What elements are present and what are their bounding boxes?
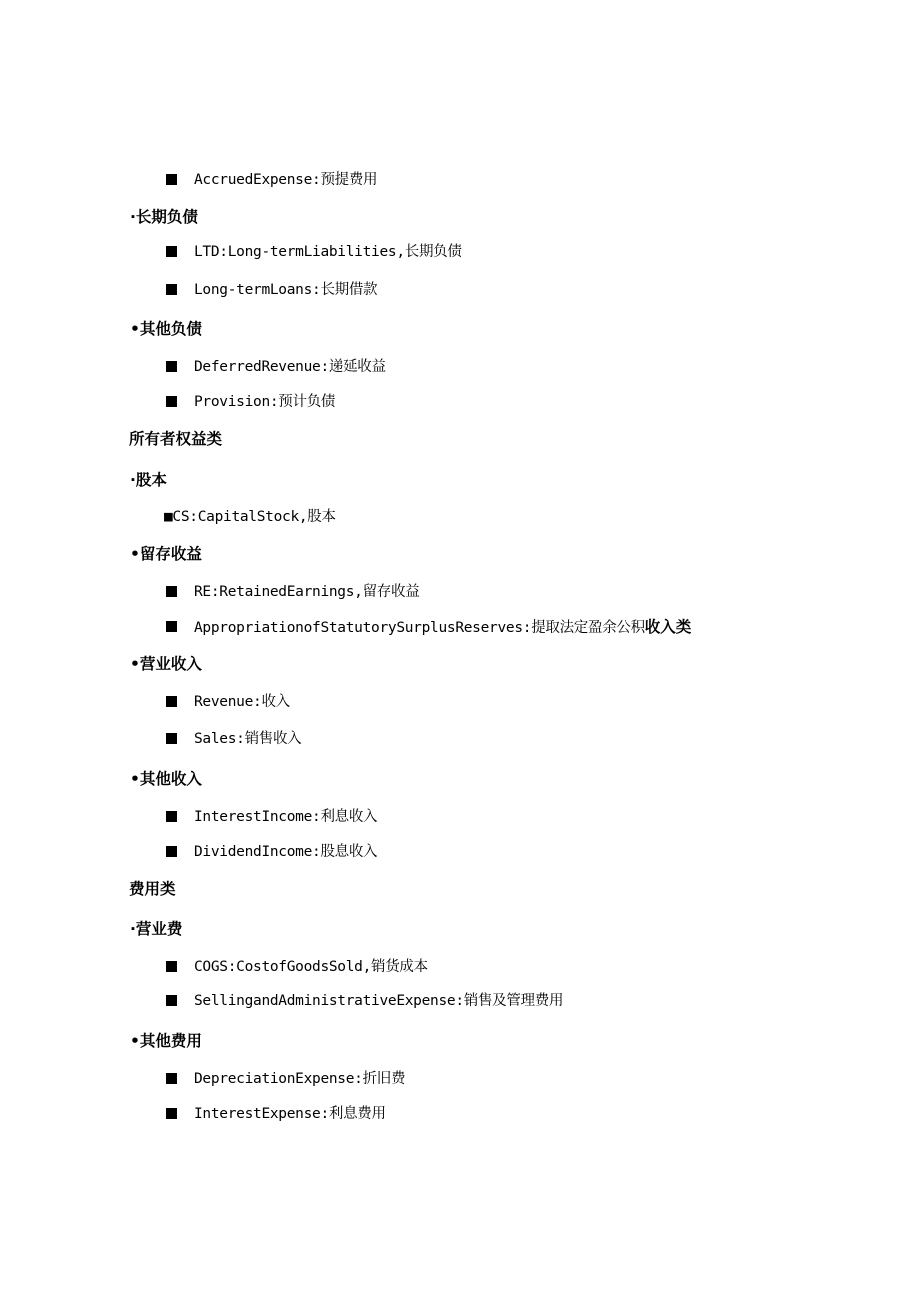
category-heading: 收入类 — [644, 618, 692, 636]
section-heading: •留存收益 — [130, 545, 202, 563]
list-item: AccruedExpense:预提费用 — [194, 172, 378, 188]
list-item: Revenue:收入 — [194, 694, 290, 710]
list-item: DepreciationExpense:折旧费 — [194, 1071, 406, 1087]
square-bullet-icon — [166, 696, 177, 707]
square-bullet-icon — [166, 1108, 177, 1119]
square-bullet-icon — [166, 1073, 177, 1084]
list-item: InterestExpense:利息费用 — [194, 1106, 386, 1122]
square-bullet-icon — [166, 733, 177, 744]
section-heading: ·股本 — [130, 471, 167, 489]
square-bullet-icon — [166, 174, 177, 185]
list-item: ■CS:CapitalStock,股本 — [164, 509, 336, 525]
section-heading: •其他费用 — [130, 1032, 202, 1050]
list-item: RE:RetainedEarnings,留存收益 — [194, 584, 420, 600]
list-item: DividendIncome:股息收入 — [194, 844, 378, 860]
section-heading: ·营业费 — [130, 920, 183, 938]
square-bullet-icon — [166, 284, 177, 295]
list-item: LTD:Long-termLiabilities,长期负债 — [194, 244, 462, 260]
square-bullet-icon — [166, 396, 177, 407]
list-item: SellingandAdministrativeExpense:销售及管理费用 — [194, 993, 564, 1009]
list-item: Long-termLoans:长期借款 — [194, 282, 378, 298]
list-item: Sales:销售收入 — [194, 731, 302, 747]
square-bullet-icon — [166, 961, 177, 972]
category-heading: 所有者权益类 — [129, 430, 223, 448]
square-bullet-icon — [166, 846, 177, 857]
square-bullet-icon — [166, 361, 177, 372]
section-heading: ·长期负债 — [130, 208, 198, 226]
section-heading: •其他收入 — [130, 770, 202, 788]
category-heading: 费用类 — [129, 880, 176, 898]
section-heading: •营业收入 — [130, 655, 202, 673]
section-heading: •其他负债 — [130, 320, 202, 338]
list-item-text: AppropriationofStatutorySurplusReserves:提取法定盈余公积 — [194, 620, 645, 636]
list-item: COGS:CostofGoodsSold,销货成本 — [194, 959, 428, 975]
square-bullet-icon — [166, 811, 177, 822]
square-bullet-icon — [166, 246, 177, 257]
list-item: InterestIncome:利息收入 — [194, 809, 378, 825]
square-bullet-icon — [166, 995, 177, 1006]
square-bullet-icon — [166, 621, 177, 632]
square-bullet-icon — [166, 586, 177, 597]
list-item: Provision:预计负债 — [194, 394, 336, 410]
list-item-with-heading — [194, 617, 691, 638]
list-item: DeferredRevenue:递延收益 — [194, 359, 386, 375]
